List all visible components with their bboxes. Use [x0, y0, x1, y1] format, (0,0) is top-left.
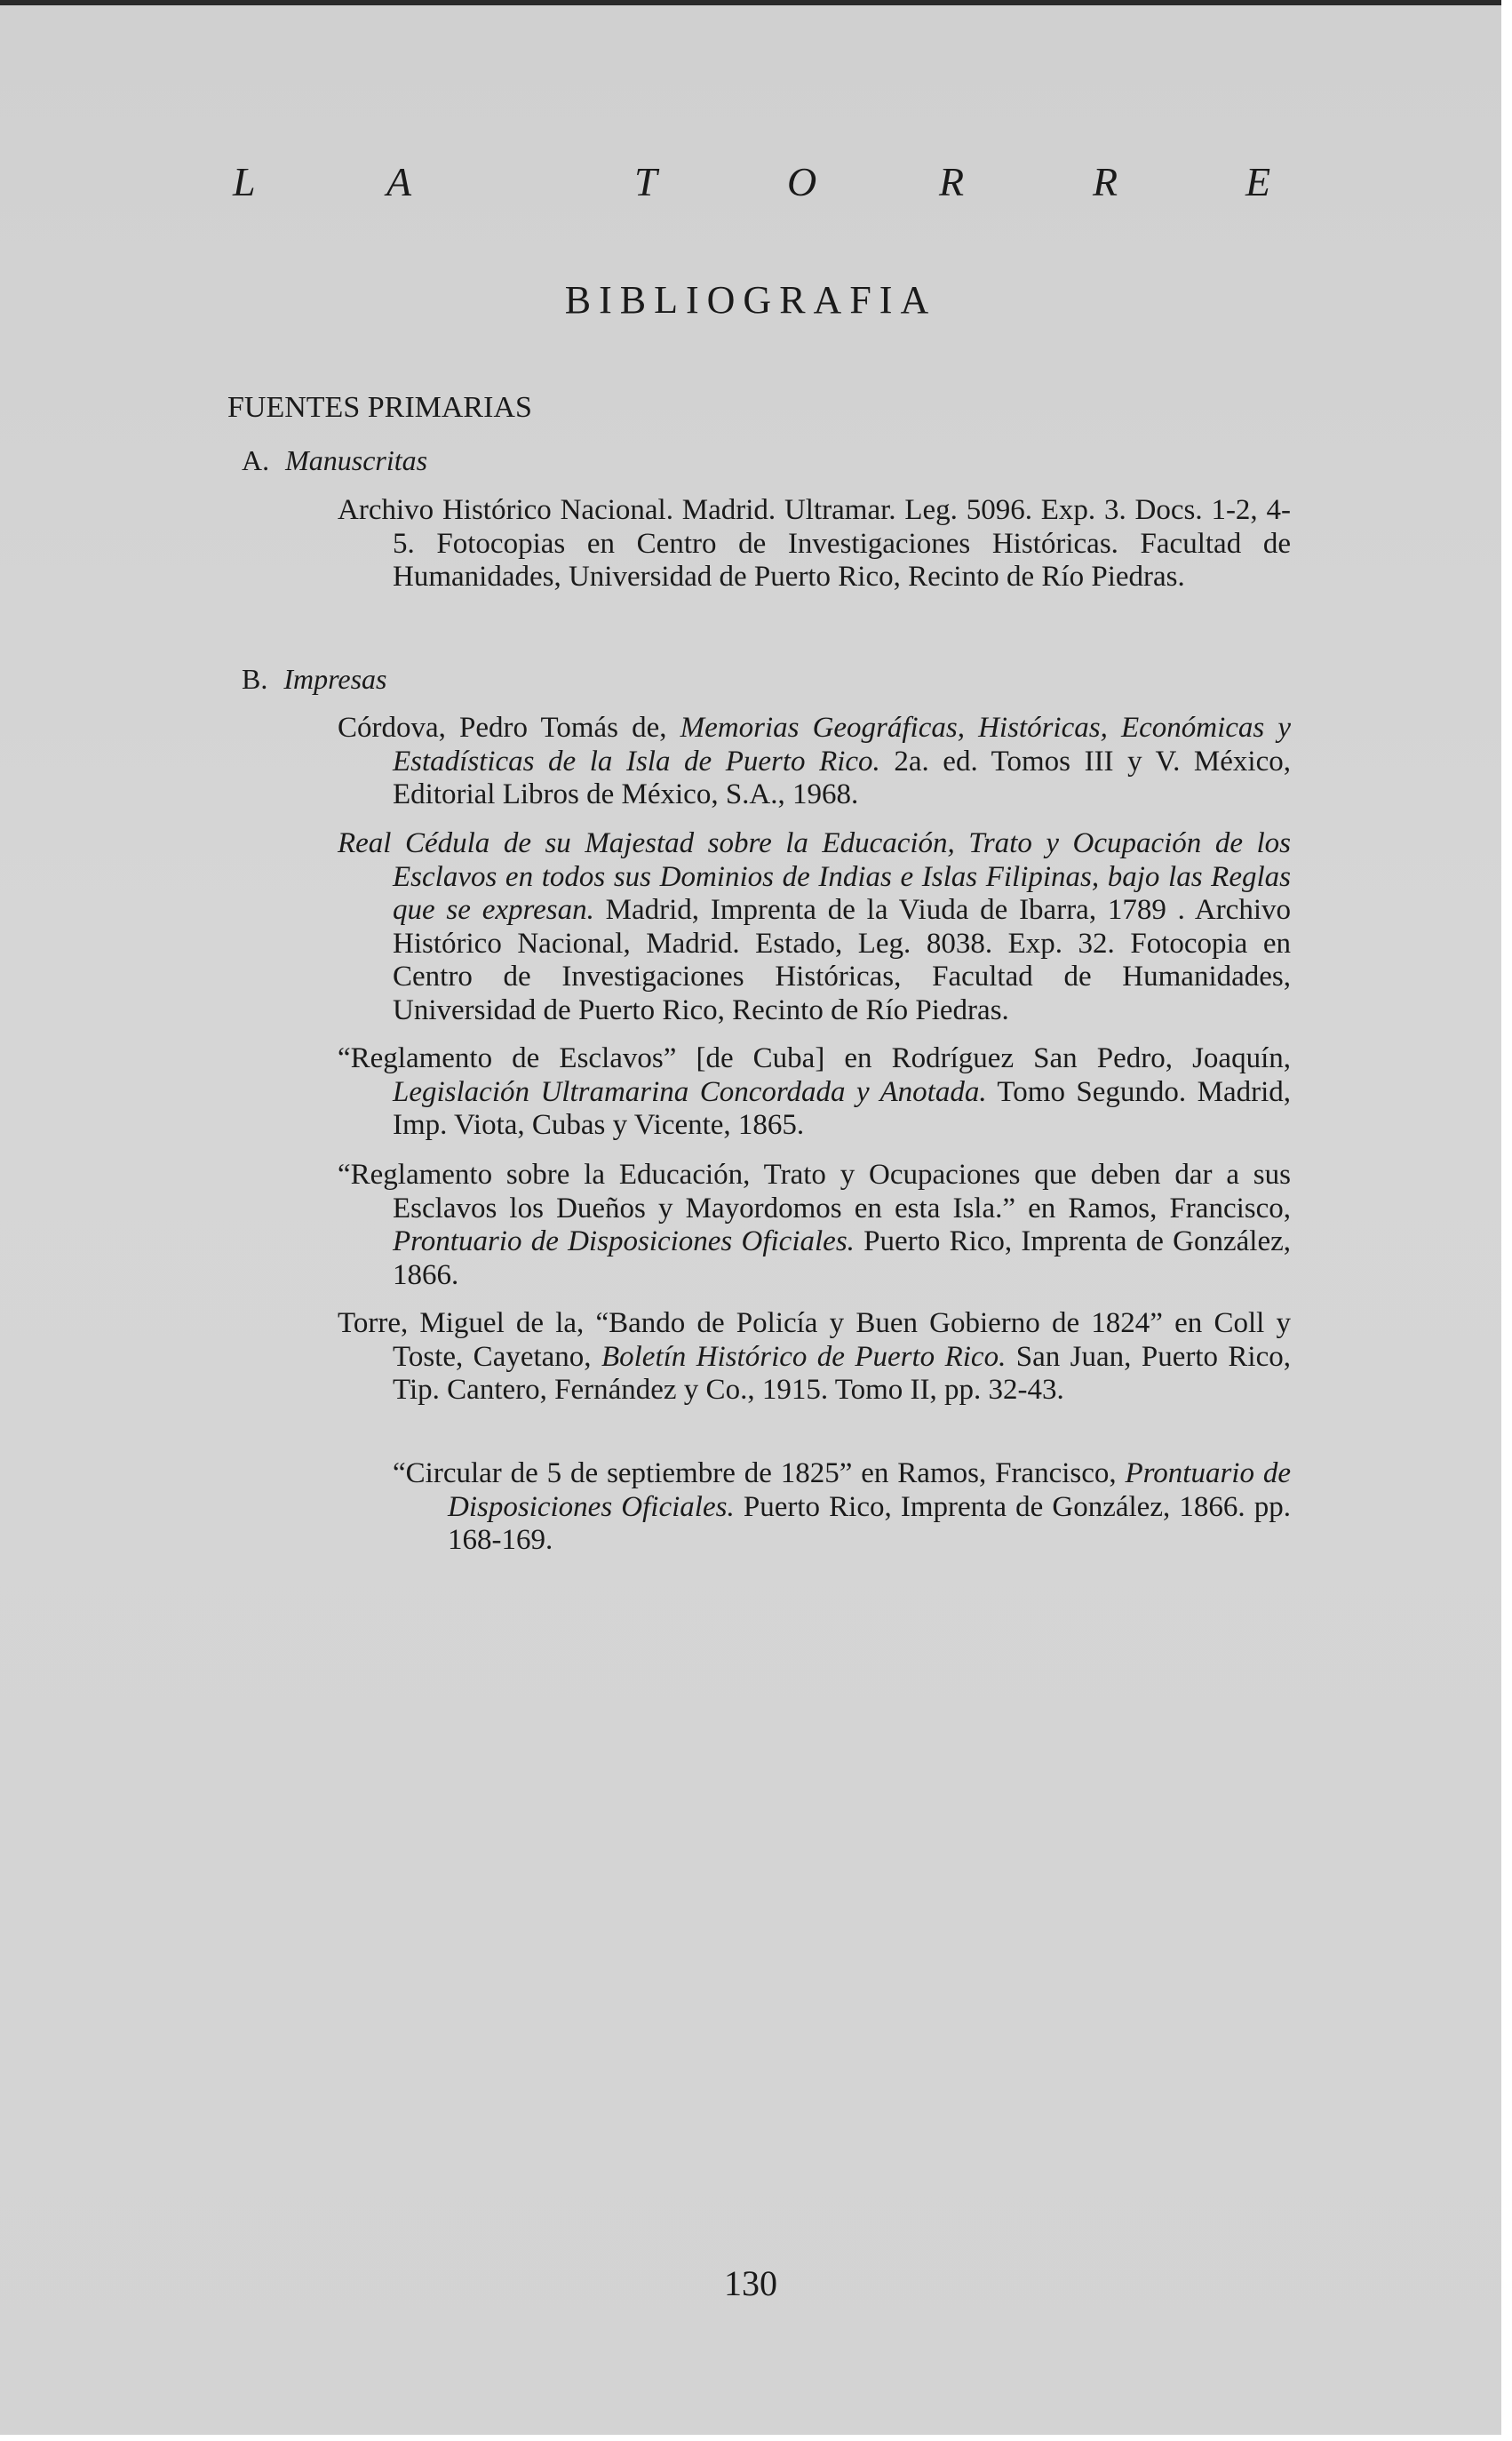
entry-title-text: Memorias Geográficas, Históricas, Económicas y Estadísticas de la Isla de Puerto Rico.	[393, 712, 1291, 778]
entry-title-text: Boletín Histórico de Puerto Rico.	[601, 1340, 1007, 1373]
entry-text: Córdova, Pedro Tomás de,	[338, 712, 680, 744]
subsection-name: Manuscritas	[285, 444, 428, 476]
entry-text: Tomo Segundo. Madrid, Imp. Viota, Cubas y Vicente, 1865.	[393, 1075, 1291, 1141]
bibliography-entry	[338, 1042, 1291, 1143]
entry-text: 2a. ed. Tomos III y V. México, Editorial Libros de México, S.A., 1968.	[393, 745, 1291, 810]
bibliography-entry	[338, 712, 1291, 812]
entry-title-text: Real Cédula de su Majestad sobre la Educación, Trato y Ocupación de los Esclavos en todos sus Dominios de Indias e Islas Filipinas, bajo las Reglas que se expresan.	[338, 827, 1291, 926]
running-head	[233, 158, 1299, 220]
bibliography-entry	[338, 1307, 1291, 1408]
page-number: 130	[724, 2263, 777, 2303]
running-head-letter: R	[939, 159, 965, 204]
entry-title-text: Legislación Ultramarina Concordada y Anotada.	[393, 1075, 987, 1108]
entry-title-text: Prontuario de Disposiciones Oficiales.	[448, 1457, 1291, 1523]
running-head-letter: E	[1245, 159, 1271, 204]
entry-text: Puerto Rico, Imprenta de González, 1866.	[393, 1225, 1292, 1291]
subsection-label: A.	[242, 444, 270, 476]
bibliography-entry	[338, 1159, 1291, 1292]
entry-text: Puerto Rico, Imprenta de González, 1866. pp. 168-169.	[448, 1490, 1292, 1556]
running-head-letter: R	[1093, 159, 1118, 204]
bibliography-entry	[393, 1457, 1291, 1558]
running-head-letter: T	[634, 159, 657, 204]
section-heading: FUENTES PRIMARIAS	[227, 391, 532, 424]
entry-text: Madrid, Imprenta de la Viuda de Ibarra, 1789 . Archivo Histórico Nacional, Madrid. Estado, Leg. 8038. Exp. 32. Fotocopia en Centro de Investigaciones Históricas, Facultad de Humanidades, Universidad de Puerto Rico, Recinto de Río Piedras.	[393, 894, 1292, 1026]
running-head-letter: L	[233, 159, 256, 204]
entry-text: “Reglamento de Esclavos” [de Cuba] en Rodríguez San Pedro, Joaquín,	[338, 1042, 1291, 1074]
subsection-label: B.	[242, 663, 268, 695]
running-head-letter: O	[787, 159, 817, 204]
page-top-edge	[0, 0, 1501, 5]
subsection-heading-a	[242, 444, 427, 477]
page-title: BIBLIOGRAFIA	[564, 278, 937, 322]
bibliography-entry	[338, 827, 1291, 1027]
bibliography-entry	[338, 494, 1291, 594]
entry-text: Torre, Miguel de la, “Bando de Policía y Buen Gobierno de 1824” en Coll y Toste, Cayetano,	[338, 1307, 1291, 1373]
subsection-name: Impresas	[283, 663, 387, 695]
subsection-heading-b	[242, 663, 386, 696]
entry-title-text: Prontuario de Disposiciones Oficiales.	[393, 1225, 855, 1257]
entry-text: “Circular de 5 de septiembre de 1825” en Ramos, Francisco,	[393, 1457, 1126, 1489]
entry-text: San Juan, Puerto Rico, Tip. Cantero, Fernández y Co., 1915. Tomo II, pp. 32-43.	[393, 1340, 1291, 1406]
entry-text: Archivo Histórico Nacional. Madrid. Ultramar. Leg. 5096. Exp. 3. Docs. 1-2, 4-5. Fotocopias en Centro de Investigaciones Históricas. Facultad de Humanidades, Universidad de Puerto Rico, Recinto de Río Piedras.	[338, 494, 1291, 593]
entry-text: “Reglamento sobre la Educación, Trato y Ocupaciones que deben dar a sus Esclavos los Dueños y Mayordomos en esta Isla.” en Ramos, Francisco,	[338, 1159, 1291, 1224]
running-head-letter: A	[386, 159, 412, 204]
